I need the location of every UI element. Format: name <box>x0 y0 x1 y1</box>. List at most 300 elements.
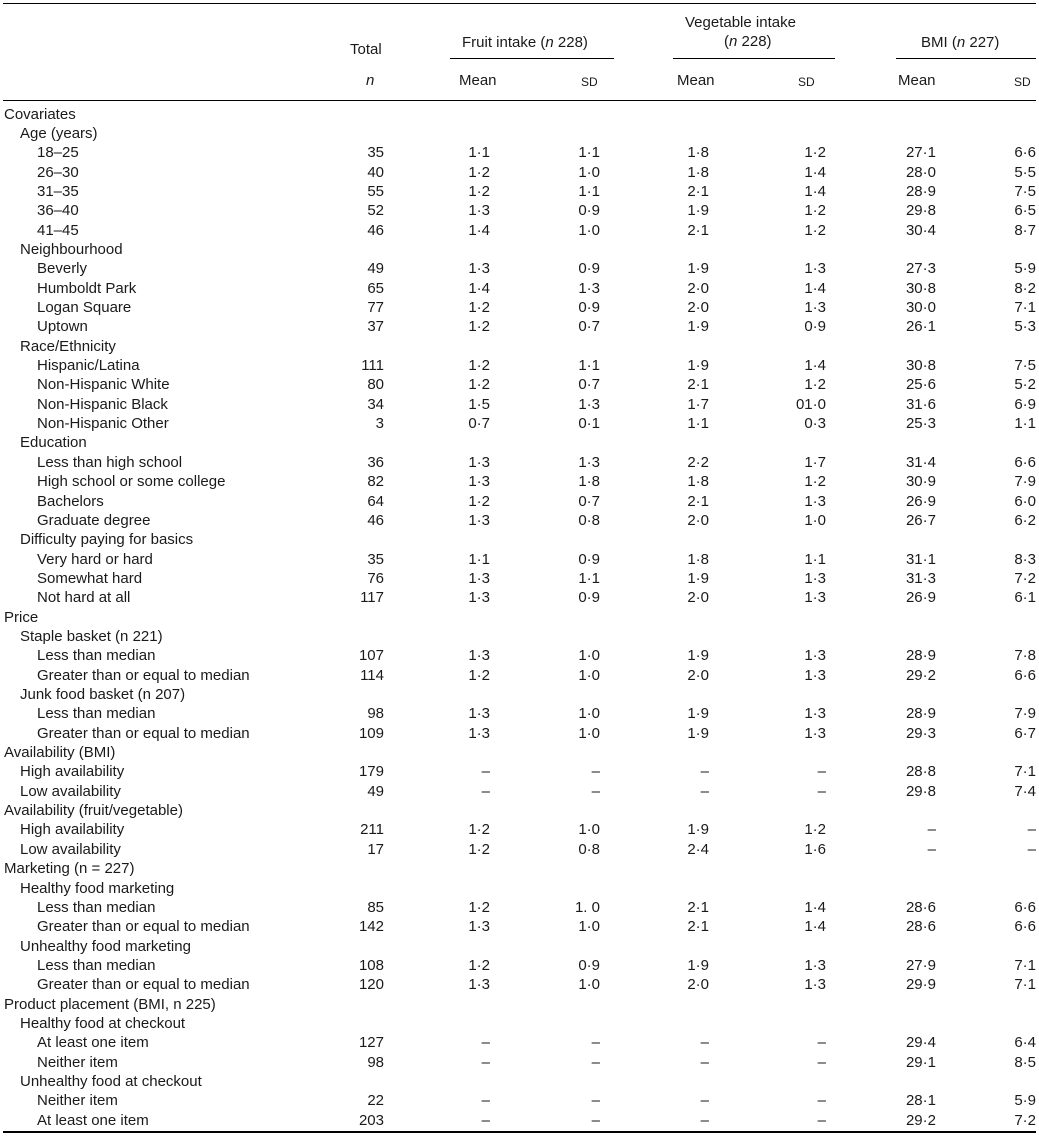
row-label: Availability (fruit/vegetable) <box>4 802 183 820</box>
row-label: Marketing (n = 227) <box>4 860 135 878</box>
row-label: At least one item <box>37 1111 149 1129</box>
table-cell: 108 <box>358 956 384 974</box>
row-label: Greater than or equal to median <box>37 666 250 684</box>
table-cell: 29·4 <box>905 1034 936 1052</box>
table-cell: 0·8 <box>578 511 600 529</box>
header-bmi: BMI (n 227) <box>921 34 1000 51</box>
table-cell: 25·3 <box>905 415 936 433</box>
table-cell: 1·8 <box>578 473 600 491</box>
table-cell: 55 <box>367 182 384 200</box>
table-cell: 1·3 <box>804 492 826 510</box>
table-cell: – <box>591 1053 600 1071</box>
table-cell: 28·9 <box>905 705 936 723</box>
table-cell: 6·1 <box>1014 589 1036 607</box>
table-cell: 17 <box>367 840 384 858</box>
table-cell: 1·5 <box>468 395 490 413</box>
table-cell: 1·2 <box>804 473 826 491</box>
table-cell: 2·1 <box>687 918 709 936</box>
table-cell: 0·3 <box>804 415 826 433</box>
table-cell: – <box>591 1034 600 1052</box>
table-cell: 1·3 <box>578 279 600 297</box>
header-vegetable-n: (n 228) <box>724 33 772 50</box>
row-label: Unhealthy food at checkout <box>20 1073 202 1090</box>
row-label: Bachelors <box>37 492 104 510</box>
row-label: Price <box>4 608 39 626</box>
header-bmi-sd: SD <box>1014 75 1031 89</box>
table-cell: – <box>1027 821 1036 839</box>
table-cell: 6·6 <box>1014 666 1036 684</box>
table-cell: 1·3 <box>804 705 826 723</box>
row-label: 31–35 <box>37 182 79 200</box>
row-label: Less than median <box>37 705 156 723</box>
table-cell: 1·0 <box>804 511 826 529</box>
row-label: Graduate degree <box>37 511 151 529</box>
header-bottom-rule <box>3 100 1036 101</box>
table-cell: 1·3 <box>804 569 826 587</box>
table-cell: 0·1 <box>578 415 600 433</box>
table-cell: 28·8 <box>905 763 936 781</box>
table-cell: 29·2 <box>905 1111 936 1129</box>
table-cell: 1·8 <box>687 144 709 162</box>
table-cell: – <box>481 1111 490 1129</box>
table-cell: 1·2 <box>468 182 490 200</box>
table-cell: 1·9 <box>687 202 709 220</box>
table-cell: 6·9 <box>1014 395 1036 413</box>
table-cell: 1·3 <box>578 395 600 413</box>
table-cell: 1·3 <box>804 260 826 278</box>
row-label: Age (years) <box>20 124 98 142</box>
table-cell: 28·1 <box>905 1092 936 1110</box>
table-cell: 6·2 <box>1014 511 1036 529</box>
table-cell: 31·1 <box>905 550 936 568</box>
header-fruit-intake: Fruit intake (n 228) <box>462 34 588 51</box>
row-label: 41–45 <box>37 221 79 239</box>
table-cell: 1·1 <box>578 182 600 200</box>
row-label: Unhealthy food marketing <box>20 937 191 955</box>
table-cell: 6·6 <box>1014 898 1036 916</box>
table-cell: 2·4 <box>687 840 709 858</box>
table-cell: 22 <box>367 1092 384 1110</box>
table-cell: – <box>591 763 600 781</box>
table-cell: 117 <box>360 589 384 607</box>
table-cell: 203 <box>358 1111 384 1129</box>
table-cell: 0·9 <box>578 299 600 316</box>
table-cell: 1·3 <box>468 202 490 220</box>
table-cell: 2·1 <box>687 492 709 510</box>
table-cell: 1·2 <box>468 299 490 316</box>
table-cell: 1·0 <box>578 724 600 742</box>
table-cell: 1·1 <box>578 357 600 375</box>
table-cell: 29·8 <box>905 202 936 220</box>
table-cell: 49 <box>367 260 384 278</box>
table-cell: 1·0 <box>578 647 600 665</box>
table-cell: 7·2 <box>1014 1111 1036 1129</box>
table-cell: 1·2 <box>804 144 826 162</box>
table-cell: – <box>591 782 600 800</box>
table-cell: 7·1 <box>1014 956 1036 974</box>
table-cell: 28·0 <box>905 163 936 181</box>
table-cell: 1·1 <box>578 569 600 587</box>
table-cell: 2·1 <box>687 898 709 916</box>
table-cell: 85 <box>367 898 384 916</box>
table-cell: 6·6 <box>1014 453 1036 471</box>
table-cell: 7·4 <box>1014 782 1036 800</box>
table-cell: 111 <box>361 357 384 375</box>
row-label: 26–30 <box>37 163 79 181</box>
table-cell: 0·9 <box>578 202 600 220</box>
table-cell: – <box>481 782 490 800</box>
table-cell: – <box>927 821 936 839</box>
table-cell: 1·1 <box>804 550 826 568</box>
table-cell: 98 <box>367 705 384 723</box>
header-total: Total <box>350 41 382 58</box>
table-cell: 1·1 <box>468 144 490 162</box>
table-cell: 30·9 <box>905 473 936 491</box>
row-label: Neither item <box>37 1053 118 1071</box>
table-cell: – <box>927 840 936 858</box>
table-cell: 1·2 <box>468 898 490 916</box>
table-cell: 0·7 <box>578 376 600 394</box>
table-cell: 1·8 <box>687 473 709 491</box>
table-cell: 1·2 <box>468 666 490 684</box>
table-cell: 8·7 <box>1014 221 1036 239</box>
table-cell: – <box>481 1092 490 1110</box>
table-cell: – <box>817 1053 826 1071</box>
table-cell: 7·9 <box>1014 705 1036 723</box>
row-label: Product placement (BMI, n 225) <box>4 995 216 1013</box>
row-label: High school or some college <box>37 473 226 491</box>
table-cell: 27·9 <box>905 956 936 974</box>
row-label: Neither item <box>37 1092 118 1110</box>
table-cell: 31·3 <box>905 569 936 587</box>
table-cell: 1·3 <box>468 473 490 491</box>
table-cell: 30·4 <box>905 221 936 239</box>
table-cell: 1·2 <box>468 163 490 181</box>
table-cell: 2·0 <box>687 279 709 297</box>
table-cell: 0·9 <box>578 589 600 607</box>
table-cell: 0·7 <box>578 318 600 336</box>
row-label: Less than median <box>37 898 156 916</box>
table-cell: 30·8 <box>905 357 936 375</box>
table-cell: 76 <box>367 569 384 587</box>
table-cell: – <box>591 1092 600 1110</box>
table-cell: 40 <box>367 163 384 181</box>
table-cell: 107 <box>358 647 384 665</box>
table-cell: 1. 0 <box>574 898 600 916</box>
table-cell: – <box>700 763 709 781</box>
table-cell: 31·4 <box>905 453 936 471</box>
table-cell: 26·9 <box>905 589 936 607</box>
table-cell: 1·2 <box>804 376 826 394</box>
table-cell: 6·6 <box>1014 918 1036 936</box>
row-label: 36–40 <box>37 202 79 220</box>
table-cell: 29·9 <box>905 976 936 994</box>
table-cell: 8·3 <box>1014 550 1036 568</box>
row-label: Less than median <box>37 647 156 665</box>
table-cell: 1·4 <box>804 918 826 936</box>
row-label: Hispanic/Latina <box>37 357 140 375</box>
row-label: Uptown <box>37 318 88 336</box>
row-label: Education <box>20 434 87 452</box>
table-cell: 1·3 <box>804 647 826 665</box>
table-cell: 1·1 <box>468 550 490 568</box>
row-label: Logan Square <box>37 299 132 316</box>
table-cell: 29·2 <box>905 666 936 684</box>
table-cell: 1·3 <box>468 918 490 936</box>
row-label: 18–25 <box>37 144 79 162</box>
table-cell: 6·0 <box>1014 492 1036 510</box>
table-cell: 25·6 <box>905 376 936 394</box>
table-cell: 1·2 <box>468 318 490 336</box>
header-vegetable-intake: Vegetable intake <box>685 14 796 31</box>
table-cell: 26·1 <box>905 318 936 336</box>
row-label: Neighbourhood <box>20 240 123 258</box>
table-cell: 1·0 <box>578 918 600 936</box>
table-cell: 1·3 <box>804 976 826 994</box>
table-cell: – <box>481 1034 490 1052</box>
table-cell: 114 <box>360 666 384 684</box>
table-cell: 28·6 <box>905 918 936 936</box>
table-cell: 1·2 <box>804 221 826 239</box>
table-cell: 2·1 <box>687 182 709 200</box>
row-label: Covariates <box>4 105 76 123</box>
table-cell: 46 <box>367 221 384 239</box>
table-cell: 80 <box>367 376 384 394</box>
row-label: At least one item <box>37 1034 149 1052</box>
table-cell: 1·3 <box>468 589 490 607</box>
table-cell: 7·8 <box>1014 647 1036 665</box>
table-cell: 1·2 <box>468 821 490 839</box>
table-cell: 1·3 <box>468 976 490 994</box>
row-label: Beverly <box>37 260 88 278</box>
table-cell: 1·4 <box>468 221 490 239</box>
table-cell: 28·9 <box>905 182 936 200</box>
table-cell: 1·2 <box>468 956 490 974</box>
table-cell: 0·9 <box>804 318 826 336</box>
table-cell: 127 <box>358 1034 384 1052</box>
table-cell: 6·7 <box>1014 724 1036 742</box>
table-cell: 1·3 <box>804 724 826 742</box>
table-cell: 142 <box>358 918 384 936</box>
table-cell: 77 <box>367 299 384 316</box>
header-n: n <box>366 72 375 89</box>
table-cell: 2·0 <box>687 976 709 994</box>
row-label: Staple basket (n 221) <box>20 627 163 645</box>
row-label: Somewhat hard <box>37 569 143 587</box>
bottom-rule <box>3 1131 1036 1133</box>
table-cell: 1·3 <box>578 453 600 471</box>
table-cell: 1·2 <box>468 492 490 510</box>
table-cell: 1·1 <box>1014 415 1036 433</box>
row-label: Greater than or equal to median <box>37 918 250 936</box>
table-cell: 7·1 <box>1014 763 1036 781</box>
table-cell: 5·3 <box>1014 318 1036 336</box>
table-cell: 1·3 <box>468 569 490 587</box>
table-cell: 2·1 <box>687 376 709 394</box>
table-cell: 6·6 <box>1014 144 1036 162</box>
table-cell: 1·0 <box>578 666 600 684</box>
table-cell: – <box>700 1034 709 1052</box>
table-cell: 1·4 <box>804 898 826 916</box>
table-cell: – <box>817 1111 826 1129</box>
header-bmi-mean: Mean <box>898 72 936 89</box>
row-label: Non-Hispanic White <box>37 376 170 394</box>
row-label: Not hard at all <box>37 589 131 607</box>
table-cell: 0·9 <box>578 260 600 278</box>
table-cell: – <box>481 1053 490 1071</box>
table-cell: 65 <box>367 279 384 297</box>
header-veg-mean: Mean <box>677 72 715 89</box>
table-cell: – <box>817 763 826 781</box>
table-cell: 1·9 <box>687 569 709 587</box>
table-cell: 5·9 <box>1014 260 1036 278</box>
table-cell: 1·3 <box>468 705 490 723</box>
table-cell: 2·2 <box>687 453 709 471</box>
table-cell: 28·9 <box>905 647 936 665</box>
table-cell: 28·6 <box>905 898 936 916</box>
table-cell: 29·1 <box>905 1053 936 1071</box>
row-label: Greater than or equal to median <box>37 724 250 742</box>
row-label: Healthy food marketing <box>20 879 175 897</box>
table-cell: 37 <box>367 318 384 336</box>
table-cell: 1·4 <box>468 279 490 297</box>
table-cell: 1·2 <box>468 357 490 375</box>
table-cell: 120 <box>358 976 384 994</box>
row-label: Junk food basket (n 207) <box>20 686 186 703</box>
table-cell: 27·3 <box>905 260 936 278</box>
table-cell: 1·3 <box>468 260 490 278</box>
table-cell: 01·0 <box>795 395 826 413</box>
table-cell: 179 <box>358 763 384 781</box>
table-cell: 7·9 <box>1014 473 1036 491</box>
top-rule <box>3 3 1036 4</box>
table-cell: 1·6 <box>804 840 826 858</box>
table-cell: – <box>817 1034 826 1052</box>
table-cell: 1·9 <box>687 705 709 723</box>
table-cell: 1·8 <box>687 550 709 568</box>
table-cell: 1·1 <box>578 144 600 162</box>
table-cell: 1·2 <box>804 202 826 220</box>
table-cell: 31·6 <box>905 395 936 413</box>
row-label: Low availability <box>20 840 121 858</box>
table-cell: 2·0 <box>687 299 709 316</box>
table-cell: 1·3 <box>468 647 490 665</box>
table-cell: 49 <box>367 782 384 800</box>
table-cell: 1·3 <box>468 724 490 742</box>
header-fruit-sd: SD <box>581 75 598 89</box>
table-cell: 1·4 <box>804 182 826 200</box>
table-cell: 30·8 <box>905 279 936 297</box>
table-cell: 46 <box>367 511 384 529</box>
table-cell: 7·5 <box>1014 357 1036 375</box>
table-cell: 2·1 <box>687 221 709 239</box>
table-cell: 1·9 <box>687 956 709 974</box>
row-label: Difficulty paying for basics <box>20 531 194 549</box>
header-veg-sd: SD <box>798 75 815 89</box>
table-cell: 35 <box>367 144 384 162</box>
bmi-underline <box>896 58 1036 59</box>
row-label: Low availability <box>20 782 121 800</box>
table-cell: 1·9 <box>687 647 709 665</box>
table-cell: – <box>700 1111 709 1129</box>
vegetable-underline <box>673 58 835 59</box>
table-cell: 82 <box>367 473 384 491</box>
table-cell: 109 <box>358 724 384 742</box>
table-cell: 1·2 <box>468 840 490 858</box>
table-cell: 1·3 <box>468 511 490 529</box>
table-cell: 1·9 <box>687 724 709 742</box>
table-cell: 1·3 <box>804 299 826 316</box>
table-cell: – <box>481 763 490 781</box>
table-cell: 5·2 <box>1014 376 1036 394</box>
table-cell: 29·3 <box>905 724 936 742</box>
table-cell: 34 <box>367 395 384 413</box>
table-cell: 1·2 <box>804 821 826 839</box>
table-cell: 1·9 <box>687 318 709 336</box>
table-cell: 1·3 <box>468 453 490 471</box>
row-label: Less than median <box>37 956 156 974</box>
table-cell: 1·4 <box>804 163 826 181</box>
row-label: Non-Hispanic Other <box>37 415 169 433</box>
table-cell: 0·9 <box>578 956 600 974</box>
row-label: Less than high school <box>37 453 183 471</box>
table-cell: 1·0 <box>578 821 600 839</box>
table-cell: 1·0 <box>578 705 600 723</box>
table-cell: 30·0 <box>905 299 936 316</box>
table-cell: 1·4 <box>804 279 826 297</box>
table-cell: 211 <box>360 821 384 839</box>
table-cell: 1·3 <box>804 589 826 607</box>
table-cell: 2·0 <box>687 511 709 529</box>
table-cell: 35 <box>367 550 384 568</box>
table-cell: 64 <box>367 492 384 510</box>
table-cell: 2·0 <box>687 666 709 684</box>
table-cell: 8·5 <box>1014 1053 1036 1071</box>
row-label: Availability (BMI) <box>4 744 116 762</box>
table-cell: 1·7 <box>804 453 826 471</box>
table-cell: 36 <box>367 453 384 471</box>
row-label: Humboldt Park <box>37 279 137 297</box>
row-label: High availability <box>20 763 125 781</box>
row-label: Race/Ethnicity <box>20 337 116 355</box>
table-cell: 1·0 <box>578 163 600 181</box>
table-cell: 6·4 <box>1014 1034 1036 1052</box>
table-cell: 3 <box>375 415 384 433</box>
header-fruit-mean: Mean <box>459 72 497 89</box>
table-cell: – <box>700 1092 709 1110</box>
table-cell: 98 <box>367 1053 384 1071</box>
table-cell: 26·9 <box>905 492 936 510</box>
row-label: Very hard or hard <box>37 550 153 568</box>
fruit-underline <box>450 58 614 59</box>
table-cell: 2·0 <box>687 589 709 607</box>
table-cell: 1·7 <box>687 395 709 413</box>
table-cell: – <box>591 1111 600 1129</box>
table-cell: 1·4 <box>804 357 826 375</box>
table-cell: 5·9 <box>1014 1092 1036 1110</box>
table-cell: 1·3 <box>804 666 826 684</box>
table-cell: 1·2 <box>468 376 490 394</box>
table-cell: – <box>817 1092 826 1110</box>
table-cell: – <box>1027 840 1036 858</box>
table-cell: – <box>700 782 709 800</box>
table-cell: 1·9 <box>687 260 709 278</box>
table-cell: – <box>700 1053 709 1071</box>
table-cell: 1·0 <box>578 976 600 994</box>
table-cell: 1·8 <box>687 163 709 181</box>
table-cell: 26·7 <box>905 511 936 529</box>
table-cell: – <box>817 782 826 800</box>
